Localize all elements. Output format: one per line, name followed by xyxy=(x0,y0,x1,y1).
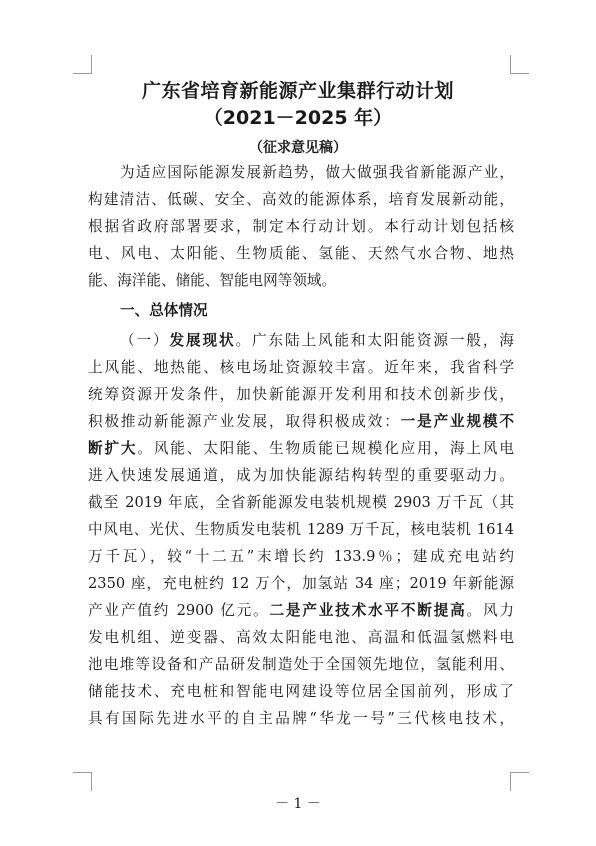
para2-line xyxy=(120,330,514,352)
para2-text: 产业产值约 2900 亿元。 xyxy=(88,602,270,619)
para2-line: 发电机组、逆变器、高效太阳能电池、高温和低温氢燃料电 xyxy=(88,629,514,646)
para2-line: 池电堆等设备和产品研发制造处于全国领先地位，氢能利用、 xyxy=(88,656,514,673)
para2-line: 统筹资源开发条件，加快新能源开发利用和技术创新步伐， xyxy=(88,386,514,403)
crop-mark-bottom-right xyxy=(510,772,529,791)
para1-line: 为适应国际能源发展新趋势，做大做强我省新能源产业， xyxy=(120,164,514,181)
para1-line: 构建清洁、低碳、安全、高效的能源体系，培育发展新动能， xyxy=(88,191,514,208)
para2-bold-topic: 发展现状 xyxy=(169,332,236,349)
para2-lead: （一） xyxy=(120,332,170,349)
para2-line: 储能技术、充电桩和智能电网建设等位居全国前列，形成了 xyxy=(88,683,514,700)
para1-line: 根据省政府部署要求，制定本行动计划。本行动计划包括核 xyxy=(88,218,514,235)
para1-line: 能、海洋能、储能、智能电网等领域。 xyxy=(88,272,337,289)
para2-text: 积极推动新能源产业发展，取得积极成效： xyxy=(88,413,401,430)
page-number: － 1 － xyxy=(275,796,321,812)
para2-line xyxy=(88,438,514,460)
para2-line: 进入快速发展通道，成为加快能源结构转型的重要驱动力。 xyxy=(88,467,514,484)
para2-line xyxy=(88,600,514,622)
para2-line: 万千瓦），较“十二五”末增长约 133.9％；建成充电站约 xyxy=(88,548,514,565)
document-title: 广东省培育新能源产业集群行动计划 xyxy=(141,80,454,102)
document-title-years: （2021－2025 年） xyxy=(203,107,393,129)
para2-text: 。广东陆上风能和太阳能资源一般，海 xyxy=(235,332,514,349)
crop-mark-top-left xyxy=(73,55,92,74)
para2-line: 中风电、光伏、生物质发电装机 1289 万千瓦，核电装机 1614 xyxy=(88,521,514,538)
para2-line: 2350 座，充电桩约 12 万个，加氢站 34 座；2019 年新能源 xyxy=(88,575,514,592)
para2-bold-point: 一是产业规模不 xyxy=(400,413,514,430)
para2-line xyxy=(88,411,514,433)
para2-line: 截至 2019 年底，全省新能源发电装机规模 2903 万千瓦（其 xyxy=(88,494,514,511)
para2-text: 。风能、太阳能、生物质能已规模化应用，海上风电 xyxy=(137,440,514,457)
para2-line: 上风能、地热能、核电场址资源较丰富。近年来，我省科学 xyxy=(88,359,514,376)
document-subtitle: （征求意见稿） xyxy=(249,140,347,156)
crop-mark-top-right xyxy=(510,55,529,74)
para2-bold-point: 二是产业技术水平不断提高 xyxy=(269,602,467,619)
para2-text: 。风力 xyxy=(466,602,514,619)
section-heading: 一、总体情况 xyxy=(120,302,208,319)
para2-line: 具有国际先进水平的自主品牌“华龙一号”三代核电技术， xyxy=(88,710,514,727)
para1-line: 电、风电、太阳能、生物质能、氢能、天然气水合物、地热 xyxy=(88,245,514,262)
para2-bold-point: 断扩大 xyxy=(88,440,138,457)
crop-mark-bottom-left xyxy=(73,772,92,791)
